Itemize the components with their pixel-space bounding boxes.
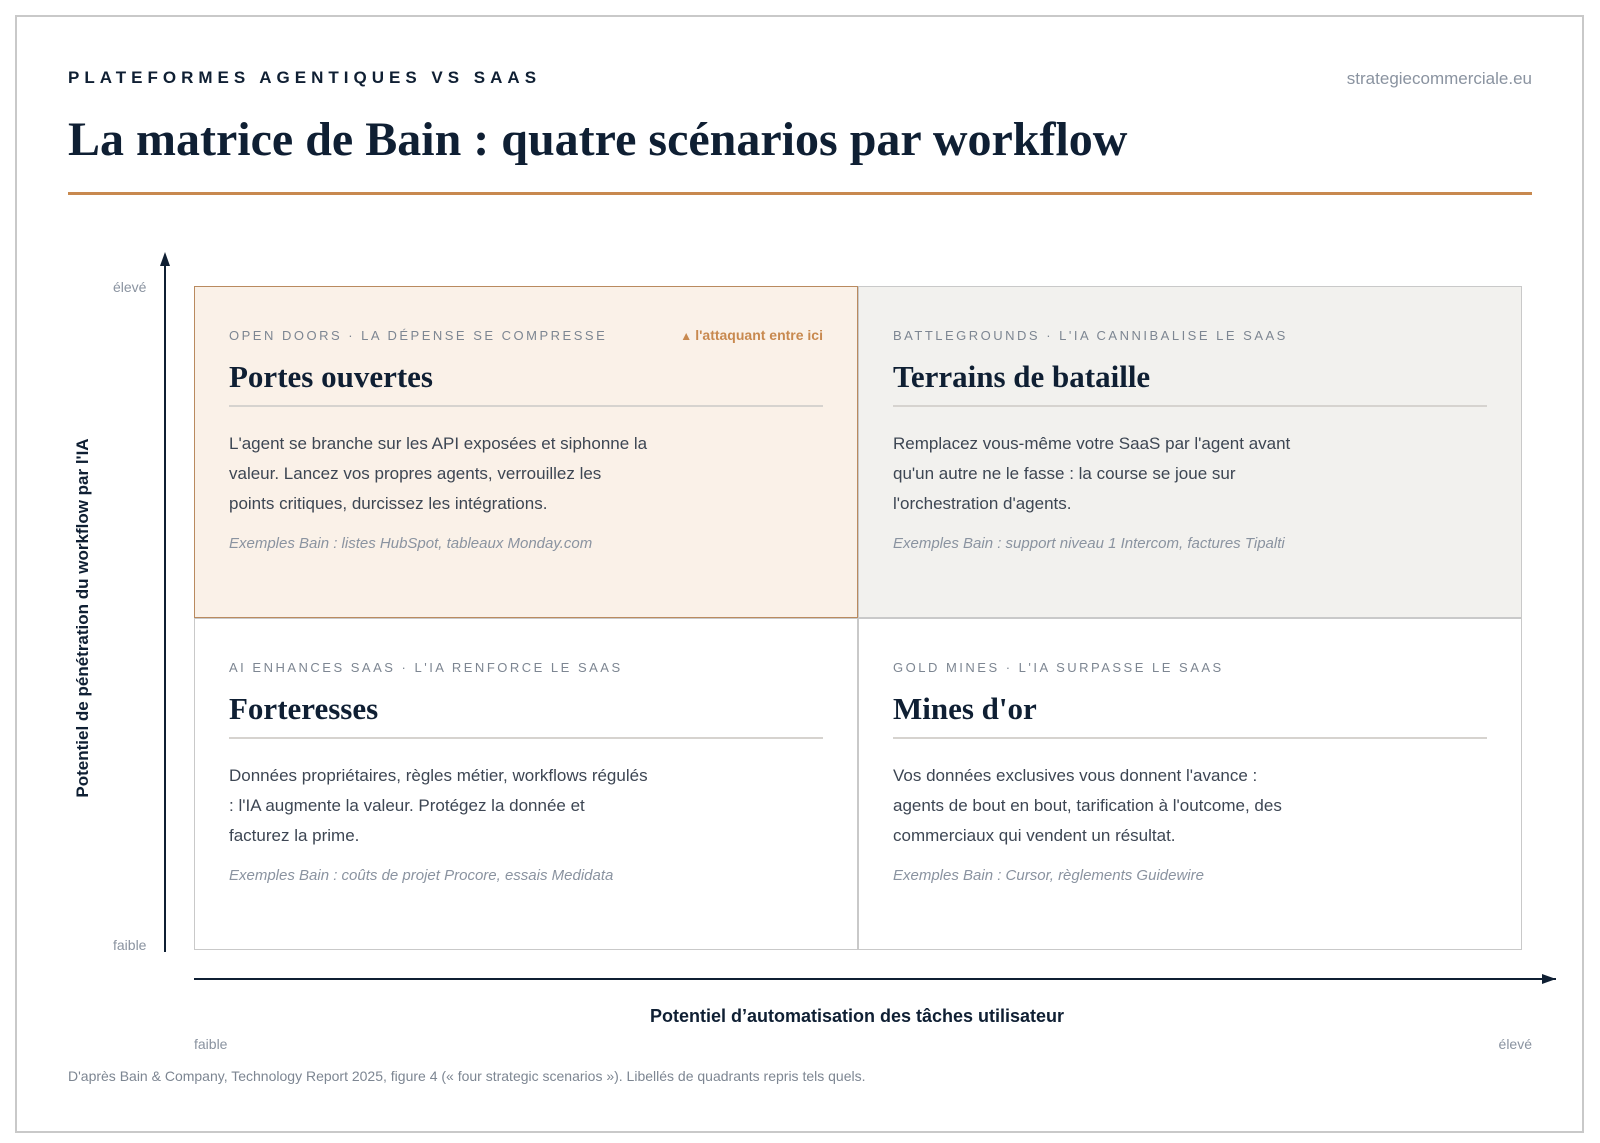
x-axis-low-label: faible <box>194 1036 228 1052</box>
quadrant-label: AI ENHANCES SAAS · L'IA RENFORCE LE SAAS <box>229 660 623 675</box>
quadrant-title: Terrains de bataille <box>893 359 1151 394</box>
quadrant-label: OPEN DOORS · LA DÉPENSE SE COMPRESSE <box>229 328 608 343</box>
triangle-up-icon: ▲ <box>680 329 693 343</box>
site-url[interactable]: strategiecommerciale.eu <box>1346 69 1532 88</box>
quadrant-body: Vos données exclusives vous donnent l'avance : agents de bout en bout, tarification à l'outcome, des commerciaux qui vendent un résultat. <box>893 766 1282 845</box>
quadrant-title: Portes ouvertes <box>229 359 433 394</box>
quadrant-label: GOLD MINES · L'IA SURPASSE LE SAAS <box>893 660 1224 675</box>
kicker: PLATEFORMES AGENTIQUES VS SAAS <box>68 68 542 87</box>
x-axis-high-label: élevé <box>1498 1036 1532 1052</box>
y-axis-line <box>164 260 166 952</box>
quadrant-title: Mines d'or <box>893 691 1037 726</box>
quadrant-body: Données propriétaires, règles métier, workflows régulés : l'IA augmente la valeur. Protégez la donnée et facturez la prime. <box>229 766 648 845</box>
title-rule <box>68 192 1532 195</box>
quadrant-divider <box>893 737 1487 739</box>
x-axis-title: Potentiel d’automatisation des tâches utilisateur <box>649 1006 1065 1026</box>
attacker-flag <box>680 327 823 343</box>
quadrant-gold-mines <box>858 618 1522 950</box>
quadrant-open-doors <box>194 286 858 618</box>
x-axis-line <box>194 978 1556 980</box>
y-axis-high-label: élevé <box>113 279 147 295</box>
source-note: D'après Bain & Company, Technology Report 2025, figure 4 (« four strategic scenarios »). Libellés de quadrants repris tels quels. <box>68 1068 866 1084</box>
quadrant-battlegrounds <box>858 286 1522 618</box>
quadrant-body: L'agent se branche sur les API exposées et siphonne la valeur. Lancez vos propres agents, verrouillez les points critiques, durcissez les intégrations. <box>229 434 648 513</box>
quadrant-examples: Exemples Bain : Cursor, règlements Guidewire <box>893 867 1204 884</box>
quadrant-divider <box>893 405 1487 407</box>
x-axis-arrow-icon <box>1542 974 1556 984</box>
page-title: La matrice de Bain : quatre scénarios par workflow <box>68 113 1128 166</box>
quadrant-title: Forteresses <box>229 691 379 726</box>
quadrant-examples: Exemples Bain : coûts de projet Procore, essais Medidata <box>229 867 614 884</box>
attacker-flag-label: l'attaquant entre ici <box>695 327 823 343</box>
y-axis-low-label: faible <box>113 937 147 953</box>
quadrant-body: Remplacez vous-même votre SaaS par l'agent avant qu'un autre ne le fasse : la course se joue sur l'orchestration d'agents. <box>893 434 1291 513</box>
quadrant-divider <box>229 737 823 739</box>
quadrant-divider <box>229 405 823 407</box>
y-axis-title: Potentiel de pénétration du workflow par l'IA <box>73 438 92 798</box>
y-axis-arrow-icon <box>160 252 170 266</box>
quadrant-examples: Exemples Bain : listes HubSpot, tableaux Monday.com <box>229 535 593 552</box>
quadrant-examples: Exemples Bain : support niveau 1 Intercom, factures Tipalti <box>893 535 1285 552</box>
quadrant-label: BATTLEGROUNDS · L'IA CANNIBALISE LE SAAS <box>893 328 1288 343</box>
quadrant-fortresses <box>194 618 858 950</box>
